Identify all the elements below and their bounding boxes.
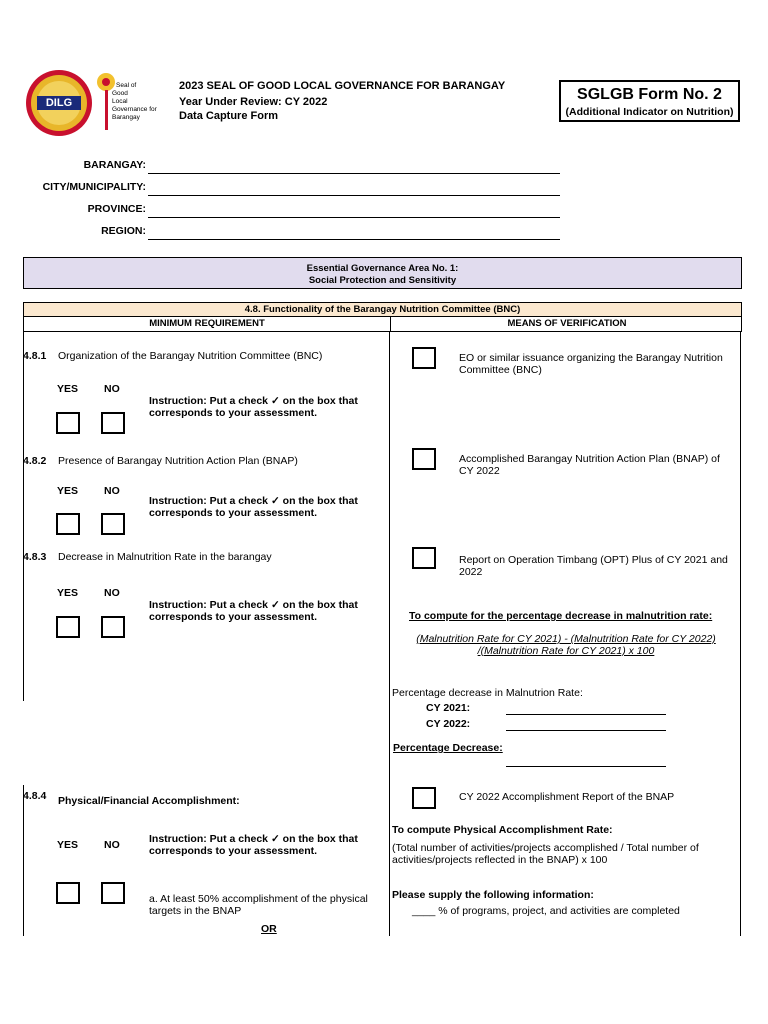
yes-label: YES [57, 839, 79, 851]
compute-title: To compute for the percentage decrease in malnutrition rate: [409, 610, 713, 622]
cy2022-input[interactable] [506, 730, 666, 731]
dilg-logo [24, 68, 94, 138]
item-482-text: Presence of Barangay Nutrition Action Plan (BNAP) [58, 455, 298, 467]
supply-info-line[interactable]: ____ % of programs, project, and activities are completed [412, 905, 680, 917]
sglgb-logo-l4: Governance for [112, 106, 157, 113]
sglgb-logo [96, 70, 157, 132]
or-label: OR [261, 923, 277, 935]
no-label: NO [104, 485, 120, 497]
barangay-input[interactable] [148, 173, 560, 174]
form-number-box [559, 80, 740, 122]
sglgb-logo-l5: Barangay [112, 114, 140, 121]
governance-area-line1: Essential Governance Area No. 1: [306, 263, 459, 274]
item-481-text: Organization of the Barangay Nutrition Committee (BNC) [58, 350, 323, 362]
mov-checkbox-482[interactable] [412, 448, 436, 470]
mov-482-l1: Accomplished Barangay Nutrition Action Plan (BNAP) of [459, 453, 720, 465]
yes-label: YES [57, 587, 79, 599]
year-under-review: Year Under Review: CY 2022 [179, 96, 328, 108]
formula-line2: /(Malnutrition Rate for CY 2021) x 100 [477, 645, 655, 657]
mov-483-l2: 2022 [459, 566, 483, 578]
form-number: SGLGB Form No. 2 [577, 86, 722, 103]
province-label: PROVINCE: [87, 203, 146, 215]
mov-checkbox-483[interactable] [412, 547, 436, 569]
region-label: REGION: [101, 225, 146, 237]
mov-483-l1: Report on Operation Timbang (OPT) Plus of CY 2021 and [459, 554, 728, 566]
region-input[interactable] [148, 239, 560, 240]
column-header-row [23, 316, 742, 332]
barangay-label: BARANGAY: [83, 159, 146, 171]
item-484a-l2: targets in the BNAP [149, 905, 242, 917]
mov-482-l2: CY 2022 [459, 465, 500, 477]
no-checkbox-483[interactable] [101, 616, 125, 638]
sglgb-logo-l2: Good [112, 90, 128, 97]
item-483-text: Decrease in Malnutrition Rate in the barangay [58, 551, 272, 563]
form-type: Data Capture Form [179, 110, 279, 122]
item-484a-l1: a. At least 50% accomplishment of the physical [149, 893, 368, 905]
col-header-mov: MEANS OF VERIFICATION [507, 318, 627, 329]
phys-formula-l1: (Total number of activities/projects accomplished / Total number of [392, 842, 699, 854]
percentage-decrease-input[interactable] [506, 766, 666, 767]
instruction-l2: corresponds to your assessment. [149, 407, 318, 419]
percentage-decrease-label: Percentage Decrease: [393, 742, 503, 754]
col-header-min-req: MINIMUM REQUIREMENT [149, 318, 265, 329]
instruction-l1: Instruction: Put a check ✓ on the box that [149, 599, 358, 611]
city-label: CITY/MUNICIPALITY: [42, 181, 146, 193]
mov-484: CY 2022 Accomplishment Report of the BNAP [459, 791, 675, 803]
dilg-logo-text: DILG [45, 97, 73, 109]
cy2021-label: CY 2021: [426, 702, 471, 714]
sglgb-logo-l1: Seal of [116, 82, 137, 89]
instruction-l1: Instruction: Put a check ✓ on the box that [149, 495, 358, 507]
item-484-text: Physical/Financial Accomplishment: [58, 795, 240, 807]
no-label: NO [104, 839, 120, 851]
governance-area-banner [23, 257, 742, 289]
phys-formula-l2: activities/projects reflected in the BNAP) x 100 [392, 854, 608, 866]
yes-label: YES [57, 485, 79, 497]
mov-checkbox-484[interactable] [412, 787, 436, 809]
formula-line1: (Malnutrition Rate for CY 2021) - (Malnutrition Rate for CY 2022) [416, 633, 716, 645]
pct-decrease-label: Percentage decrease in Malnutrion Rate: [392, 687, 583, 699]
item-481-number: 4.8.1 [23, 350, 47, 362]
supply-info-title: Please supply the following information: [392, 889, 594, 901]
no-checkbox-484[interactable] [101, 882, 125, 904]
item-484-number: 4.8.4 [23, 790, 47, 802]
instruction-l2: corresponds to your assessment. [149, 845, 318, 857]
header-title: 2023 SEAL OF GOOD LOCAL GOVERNANCE FOR BARANGAY [179, 80, 506, 92]
city-input[interactable] [148, 195, 560, 196]
mov-481-l1: EO or similar issuance organizing the Barangay Nutrition [459, 352, 723, 364]
no-checkbox-482[interactable] [101, 513, 125, 535]
item-482-number: 4.8.2 [23, 455, 47, 467]
instruction-l2: corresponds to your assessment. [149, 611, 318, 623]
mov-checkbox-481[interactable] [412, 347, 436, 369]
instruction-l1: Instruction: Put a check ✓ on the box that [149, 833, 358, 845]
yes-label: YES [57, 383, 79, 395]
section-title-bar [23, 302, 742, 317]
mov-481-l2: Committee (BNC) [459, 364, 542, 376]
no-label: NO [104, 383, 120, 395]
phys-compute-title: To compute Physical Accomplishment Rate: [392, 824, 613, 836]
yes-checkbox-481[interactable] [56, 412, 80, 434]
form-subtitle: (Additional Indicator on Nutrition) [565, 106, 734, 118]
governance-area-line2: Social Protection and Sensitivity [308, 275, 457, 286]
instruction-l1: Instruction: Put a check ✓ on the box that [149, 395, 358, 407]
yes-checkbox-483[interactable] [56, 616, 80, 638]
yes-checkbox-482[interactable] [56, 513, 80, 535]
section-title: 4.8. Functionality of the Barangay Nutrition Committee (BNC) [244, 304, 521, 315]
yes-checkbox-484[interactable] [56, 882, 80, 904]
item-483-number: 4.8.3 [23, 551, 47, 563]
instruction-l2: corresponds to your assessment. [149, 507, 318, 519]
cy2021-input[interactable] [506, 714, 666, 715]
sglgb-logo-l3: Local [112, 98, 128, 105]
cy2022-label: CY 2022: [426, 718, 471, 730]
no-checkbox-481[interactable] [101, 412, 125, 434]
province-input[interactable] [148, 217, 560, 218]
no-label: NO [104, 587, 120, 599]
